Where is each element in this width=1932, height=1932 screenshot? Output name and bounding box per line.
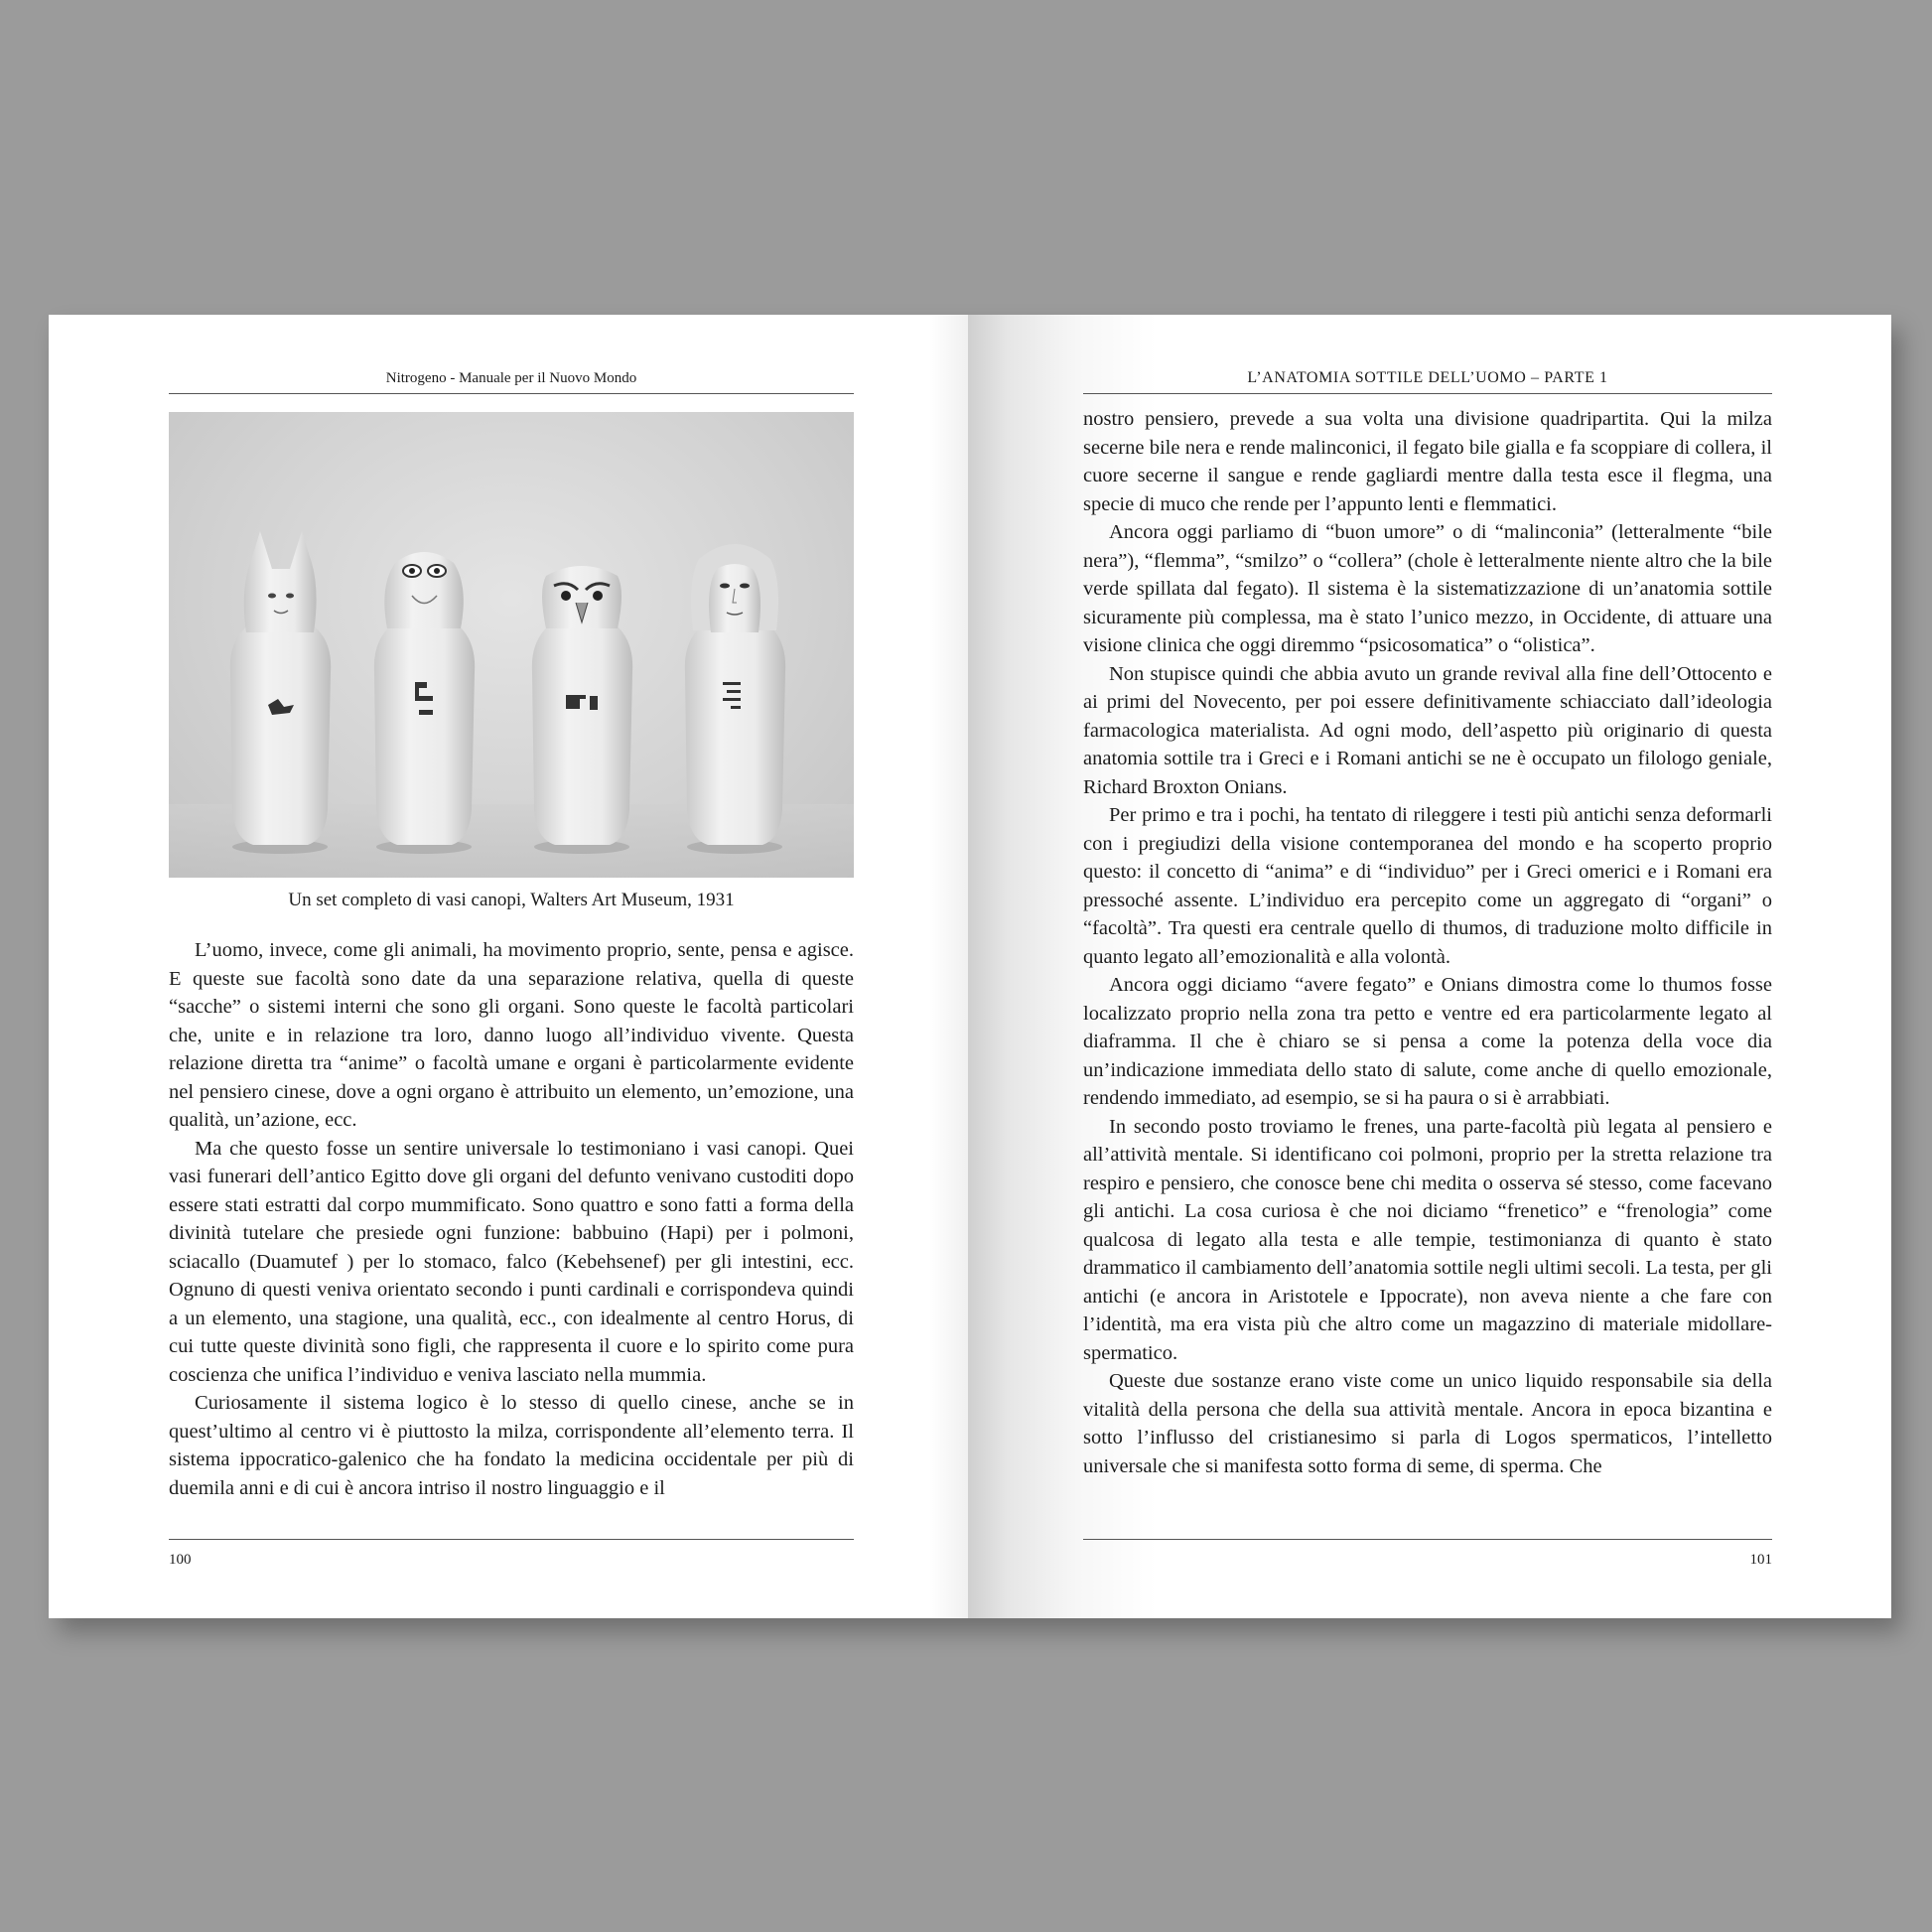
paragraph: In secondo posto troviamo le frenes, una parte-facoltà più legata al pensiero e all’attività mentale. Si identificano coi polmoni, proprio per la stretta relazione tra respiro e pensiero, che conosce bene chi medita o osserva sé stesso, come facevano gli antichi. La cosa curiosa è che noi diciamo “frenetico” e “frenologia” come qualcosa di legato alla testa e alle tempie, testimonianza di quanto è stato drammatico il cambiamento dell’anatomia sottile negli ultimi secoli. La testa, per gli antichi (e ancora in Aristotele e Ippocrate), non aveva niente a che fare con l’identità, ma era vista più che altro come un magazzino di materiale midollare-spermatico. xyxy=(1083,1115,1772,1364)
canopic-jars-figure xyxy=(169,412,854,878)
running-head-right: L’ANATOMIA SOTTILE DELL’UOMO – PARTE 1 xyxy=(1083,368,1772,394)
paragraph: Per primo e tra i pochi, ha tentato di rileggere i testi più antichi senza deformarli con i pregiudizi della visione contemporanea del mondo e ha scoperto proprio questo: il concetto di “anima” e di “individuo” per i Greci omerici e i Romani era pressoché assente. L’individuo era percepito come un aggregato di “organi” o “facoltà”. Tra questi era centrale quello di thumos, di traduzione molto difficile in quanto legato all’emozionalità e alla volontà. xyxy=(1083,804,1772,968)
paragraph: Ancora oggi parliamo di “buon umore” o di “malinconia” (letteralmente “bile nera”), “flemma”, “smilzo” o “collera” (chole è letteralmente niente altro che la bile verde spillata dal fegato). Il sistema è la sistematizzazione di un’anatomia sottile sicuramente più complessa, ma è stato l’unico mezzo, in Occidente, di attuare una visione clinica che oggi diremmo “psicosomatica” o “olistica”. xyxy=(1083,521,1772,656)
body-text-left xyxy=(169,936,854,1502)
canopic-jars-photo-icon xyxy=(169,412,854,878)
jar-human xyxy=(685,544,785,854)
figure-caption: Un set completo di vasi canopi, Walters Art Museum, 1931 xyxy=(288,890,735,910)
paragraph: Queste due sostanze erano viste come un unico liquido responsabile sia della vitalità della persona che della sua attività mentale. Ancora in epoca bizantina e sotto l’influsso del cristianesimo si parla di Logos spermaticos, l’intelletto universale che si manifesta sotto forma di seme, di sperma. Che xyxy=(1083,1370,1772,1477)
paragraph: L’uomo, invece, come gli animali, ha movimento proprio, sente, pensa e agisce. E queste sue facoltà sono date da una separazione relativa, quella di queste “sacche” o sistemi interni che sono gli organi. Sono queste le facoltà particolari che, unite e in relazione tra loro, danno luogo all’individuo vivente. Questa relazione diretta tra “anime” o facoltà umane e organi è particolarmente evidente nel pensiero cinese, dove a ogni organo è attribuito un elemento, un’emozione, una qualità, un’azione, ecc. xyxy=(169,939,854,1131)
left-page xyxy=(49,315,968,1618)
paragraph: nostro pensiero, prevede a sua volta una divisione quadripartita. Qui la milza secerne bile nera e rende malinconici, il fegato bile gialla e fa scoppiare di collera, il cuore secerne il sangue e rende gagliardi mentre dalla testa esce il flegma, una specie di muco che rende per l’appunto lenti e flemmatici. xyxy=(1083,408,1772,515)
jar-baboon xyxy=(374,552,475,854)
page-number: 101 xyxy=(1749,1552,1772,1568)
paragraph: Ma che questo fosse un sentire universale lo testimoniano i vasi canopi. Quei vasi funerari dell’antico Egitto dove gli organi del defunto venivano custoditi dopo essere stati estratti dal corpo mummificato. Sono quattro e sono fatti a forma della divinità tutelare che presiede ogni funzione: babbuino (Hapi) per i polmoni, sciacallo (Duamutef ) per lo stomaco, falco (Kebehsenef) per gli intestini, ecc. Ognuno di questi veniva orientato secondo i punti cardinali e corrispondeva quindi a un elemento, una stagione, una qualità, ecc., con idealmente al centro Horus, di cui tutte queste divinità sono figli, che rappresenta il cuore e lo spirito come pura coscienza che unifica l’individuo e veniva lasciato nella mummia. xyxy=(169,1137,854,1386)
footer-rule xyxy=(1083,1539,1772,1540)
book-spread xyxy=(49,315,1891,1618)
paragraph: Non stupisce quindi che abbia avuto un grande revival alla fine dell’Ottocento e ai primi del Novecento, per poi essere definitivamente schiacciato dall’ideologia farmacologica materialista. Ad ogni modo, dell’aspetto più originario di questa anatomia sottile tra i Greci e i Romani antichi se ne è occupato un filologo geniale, Richard Broxton Onians. xyxy=(1083,662,1772,798)
jar-falcon xyxy=(532,566,632,854)
running-head-left: Nitrogeno - Manuale per il Nuovo Mondo xyxy=(169,368,854,394)
paragraph: Curiosamente il sistema logico è lo stesso di quello cinese, anche se in quest’ultimo al centro vi è piuttosto la milza, corrispondente all’elemento terra. Il sistema ippocratico-galenico che ha fondato la medicina occidentale per più di duemila anni e di cui è ancora intriso il nostro linguaggio e il xyxy=(169,1392,854,1499)
right-page xyxy=(968,315,1891,1618)
body-text-right xyxy=(1083,405,1772,1480)
footer-rule xyxy=(169,1539,854,1540)
page-number: 100 xyxy=(169,1552,192,1568)
paragraph: Ancora oggi diciamo “avere fegato” e Onians dimostra come lo thumos fosse localizzato proprio nella zona tra petto e ventre ed era particolarmente legato al diaframma. Il che è chiaro se si pensa a come la potenza della voce dia un’indicazione immediata dello stato di salute, come anche di quello emozionale, rendendo immediato, ad esempio, se si ha paura o si è arrabbiati. xyxy=(1083,974,1772,1109)
jar-jackal xyxy=(230,531,331,854)
